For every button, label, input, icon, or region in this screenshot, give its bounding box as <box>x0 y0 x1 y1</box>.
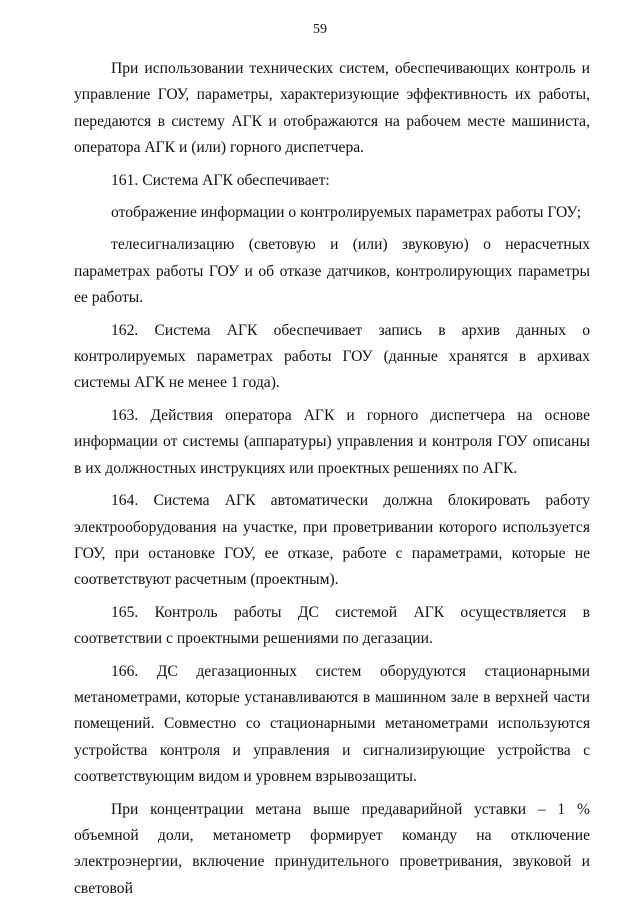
page-number: 59 <box>313 22 327 37</box>
paragraph-164: 164. Система АГК автоматически должна блокировать работу электрооборудования на участке, при проветривании которого используется ГОУ, при остановке ГОУ, ее отказе, работе с параметрами, которые не соответствуют расчетным (проектным). <box>74 492 590 589</box>
paragraph-intro: При использовании технических систем, обеспечивающих контроль и управление ГОУ, параметры, характеризующие эффективность их работы, передаются в систему АГК и отображаются на рабочем месте машиниста, оператора АГК и (или) горного диспетчера. <box>74 60 590 157</box>
paragraph-165: 165. Контроль работы ДС системой АГК осуществляется в соответствии с проектными решениями по дегазации. <box>74 603 590 648</box>
paragraph-161-item-2: телесигнализацию (световую и (или) звуковую) о нерасчетных параметрах работы ГОУ и об отказе датчиков, контролирующих параметры ее работы. <box>74 236 590 307</box>
paragraph-162: 162. Система АГК обеспечивает запись в архив данных о контролируемых параметрах работы ГОУ (данные хранятся в архивах системы АГК не менее 1 года). <box>74 321 590 392</box>
document-body <box>74 56 590 902</box>
paragraph-161-item-1: отображение информации о контролируемых параметрах работы ГОУ; <box>111 204 582 222</box>
paragraph-163: 163. Действия оператора АГК и горного диспетчера на основе информации от системы (аппаратуры) управления и контроля ГОУ описаны в их должностных инструкциях или проектных решениях по АГК. <box>74 406 590 477</box>
paragraph-166: 166. ДС дегазационных систем оборудуются стационарными метанометрами, которые устанавливаются в машинном зале в верхней части помещений. Совместно со стационарными метанометрами используются устройства контроля и управления и сигнализирующие устройства с соответствующим видом и уровнем взрывозащиты. <box>74 662 590 786</box>
paragraph-methane-threshold: При концентрации метана выше предаварийной уставки – 1 % объемной доли, метанометр формирует команду на отключение электроэнергии, включение принудительного проветривания, звуковой и световой <box>74 800 590 897</box>
paragraph-161: 161. Система АГК обеспечивает: <box>111 171 330 189</box>
